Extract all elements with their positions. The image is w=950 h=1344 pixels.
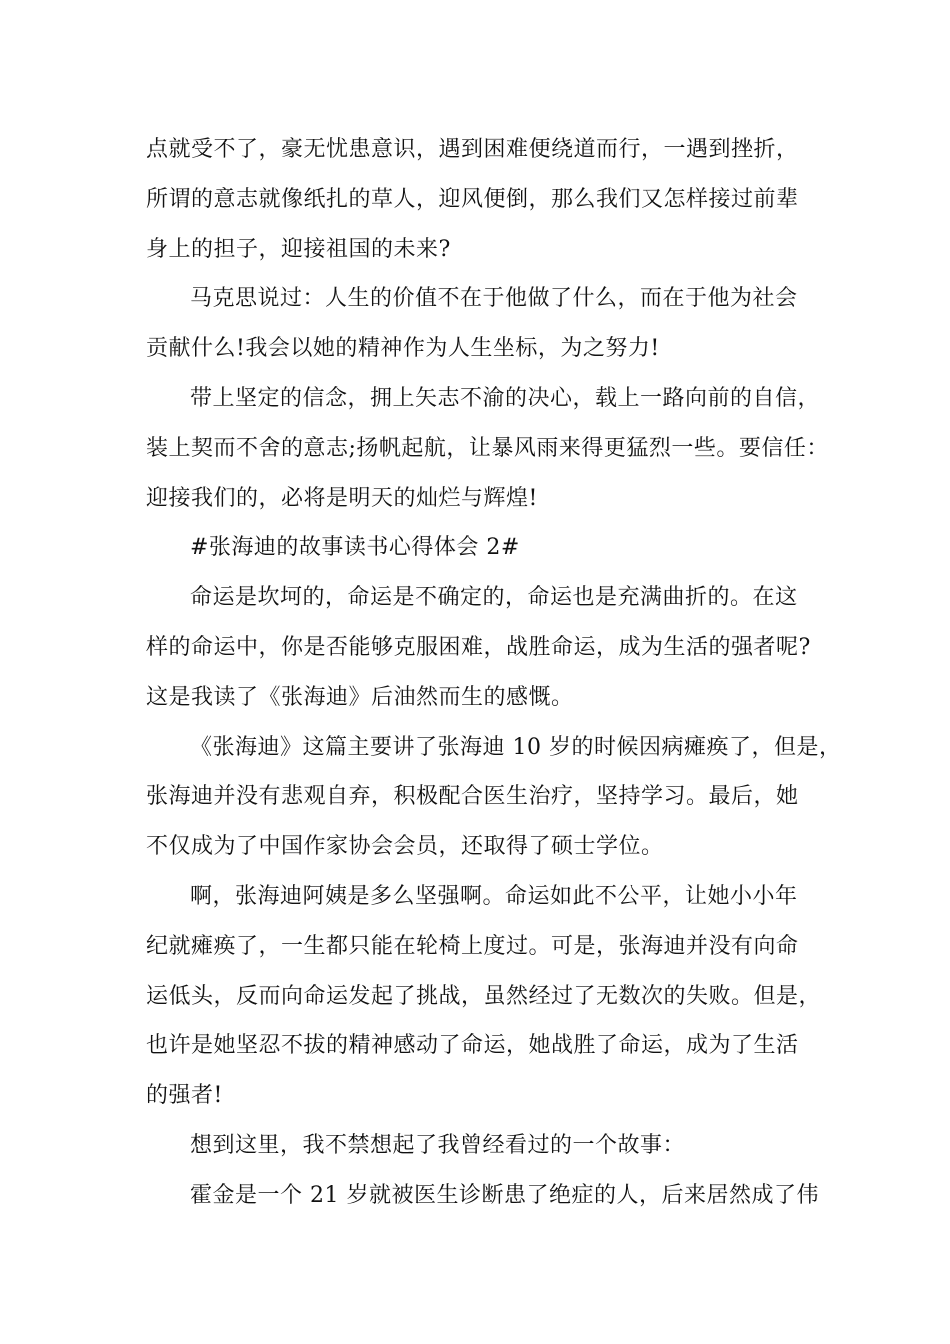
text-line: 张海迪并没有悲观自弃，积极配合医生治疗，坚持学习。最后，她 — [146, 784, 799, 810]
paragraph-start-line: 马克思说过：人生的价值不在于他做了什么，而在于他为社会 — [190, 286, 798, 312]
text-line: 纪就瘫痪了，一生都只能在轮椅上度过。可是，张海迪并没有向命 — [146, 933, 799, 959]
text-line: 装上契而不舍的意志;扬帆起航，让暴风雨来得更猛烈一些。要信任： — [146, 435, 829, 461]
document-body — [146, 125, 842, 1221]
text-line: 运低头，反而向命运发起了挑战，虽然经过了无数次的失败。但是， — [146, 983, 822, 1009]
text-line: 样的命运中，你是否能够克服困难，战胜命运，成为生活的强者呢? — [146, 634, 811, 660]
section-heading: #张海迪的故事读书心得体会 2# — [190, 535, 520, 561]
paragraph-start-line: 霍金是一个 21 岁就被医生诊断患了绝症的人，后来居然成了伟 — [190, 1182, 819, 1208]
text-line: 身上的担子，迎接祖国的未来? — [146, 236, 451, 262]
paragraph-start-line: 命运是坎坷的，命运是不确定的，命运也是充满曲折的。在这 — [190, 585, 798, 611]
paragraph-start-line: 想到这里，我不禁想起了我曾经看过的一个故事： — [190, 1132, 686, 1158]
text-line: 贡献什么!我会以她的精神作为人生坐标，为之努力! — [146, 336, 660, 362]
paragraph-start-line: 啊，张海迪阿姨是多么坚强啊。命运如此不公平，让她小小年 — [190, 883, 798, 909]
text-line: 这是我读了《张海迪》后油然而生的感慨。 — [146, 684, 574, 710]
text-line: 所谓的意志就像纸扎的草人，迎风便倒，那么我们又怎样接过前辈 — [146, 186, 799, 212]
text-line: 迎接我们的，必将是明天的灿烂与辉煌! — [146, 485, 538, 511]
paragraph-start-line: 《张海迪》这篇主要讲了张海迪 10 岁的时候因病瘫痪了，但是， — [190, 734, 842, 760]
text-line: 点就受不了，豪无忧患意识，遇到困难便绕道而行，一遇到挫折， — [146, 137, 799, 162]
text-line: 也许是她坚忍不拔的精神感动了命运，她战胜了命运，成为了生活 — [146, 1033, 799, 1059]
paragraph-start-line: 带上坚定的信念，拥上矢志不渝的决心，载上一路向前的自信， — [190, 385, 821, 411]
text-line: 不仅成为了中国作家协会会员，还取得了硕士学位。 — [146, 834, 664, 860]
text-line: 的强者! — [146, 1083, 223, 1109]
